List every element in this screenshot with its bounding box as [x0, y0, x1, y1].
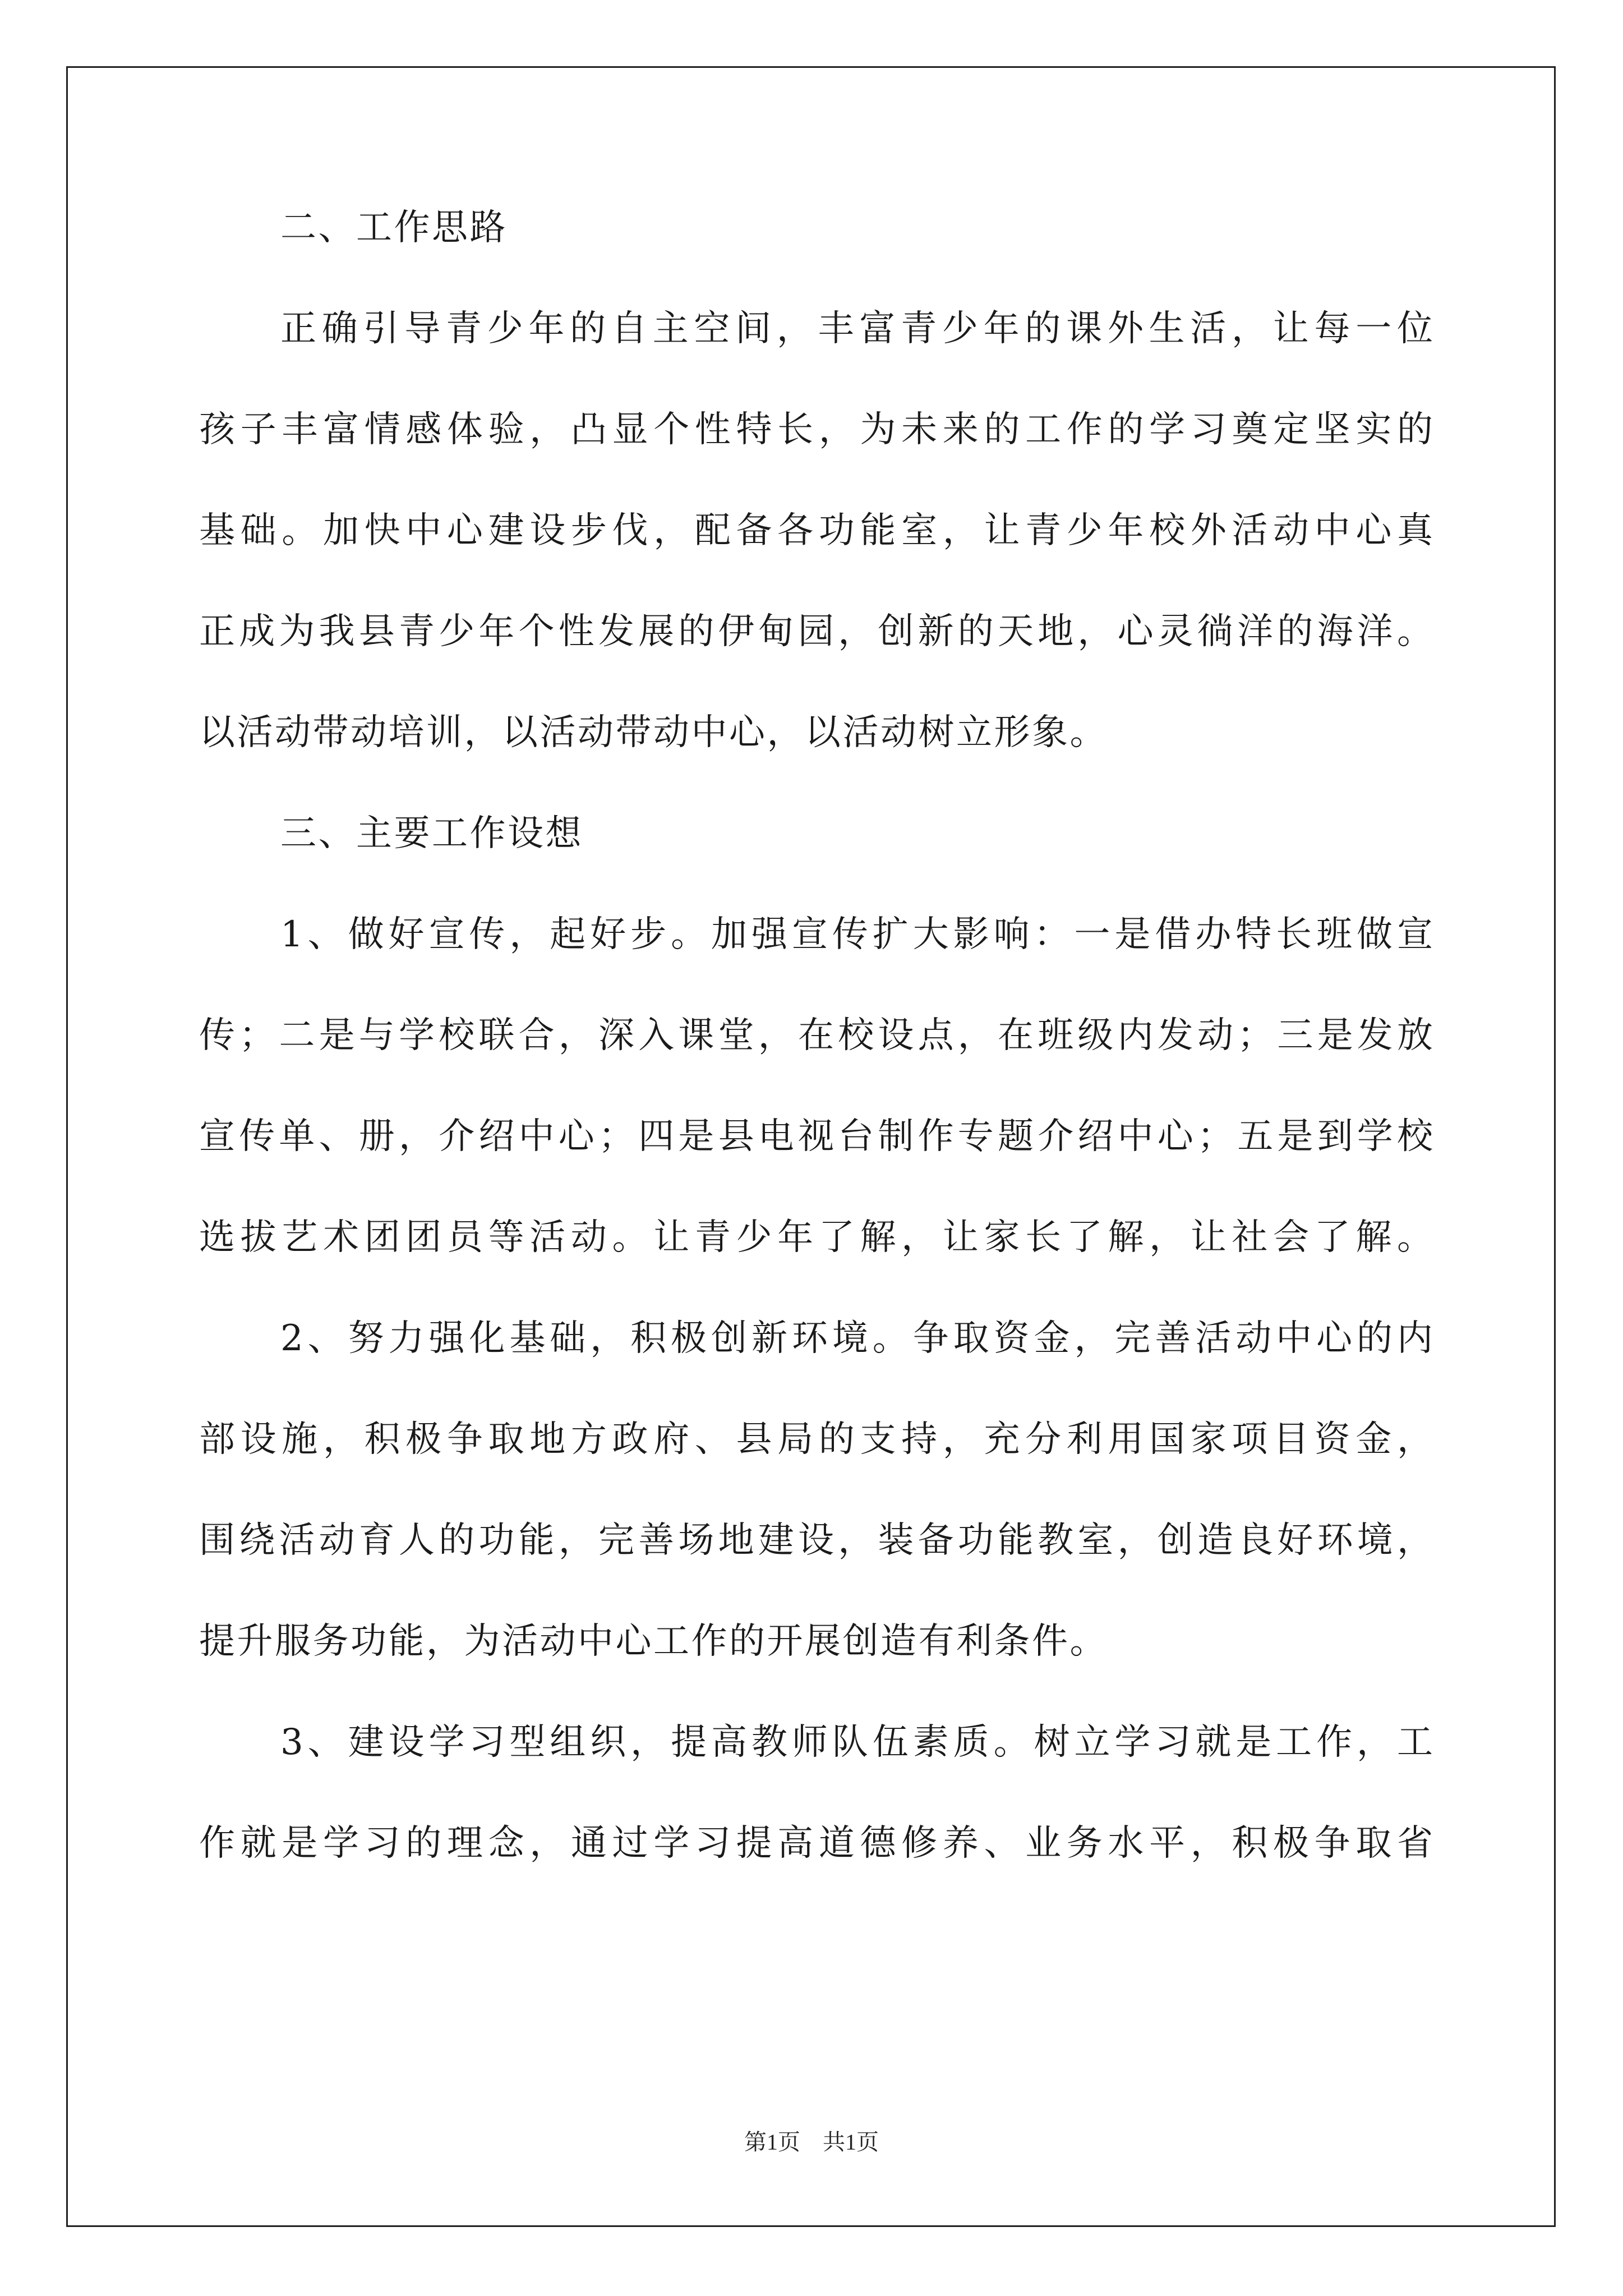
- paragraph-line: 选拔艺术团团员等活动。让青少年了解，让家长了解，让社会了解。: [199, 1217, 1433, 1258]
- paragraph-line: 孩子丰富情感体验，凸显个性特长，为未来的工作的学习奠定坚实的: [199, 409, 1433, 450]
- paragraph-line: 1、做好宣传，起好步。加强宣传扩大影响：一是借办特长班做宣: [280, 914, 1433, 955]
- paragraph-line: 2、努力强化基础，积极创新环境。争取资金，完善活动中心的内: [280, 1318, 1433, 1359]
- paragraph-line: 正成为我县青少年个性发展的伊甸园，创新的天地，心灵徜洋的海洋。: [199, 611, 1433, 652]
- paragraph-line: 作就是学习的理念，通过学习提高道德修养、业务水平，积极争取省: [199, 1823, 1433, 1864]
- paragraph-line: 基础。加快中心建设步伐，配备各功能室，让青少年校外活动中心真: [199, 510, 1433, 551]
- paragraph-line: 3、建设学习型组织，提高教师队伍素质。树立学习就是工作，工: [280, 1722, 1433, 1763]
- paragraph-line: 宣传单、册，介绍中心；四是县电视台制作专题介绍中心；五是到学校: [199, 1116, 1433, 1157]
- page-number-current: 第1页: [744, 2129, 800, 2155]
- paragraph-line: 传；二是与学校联合，深入课堂，在校设点，在班级内发动；三是发放: [199, 1015, 1433, 1056]
- paragraph-line: 正确引导青少年的自主空间，丰富青少年的课外生活，让每一位: [280, 308, 1433, 349]
- section-heading-work-ideas: 二、工作思路: [280, 207, 508, 249]
- paragraph-line: 围绕活动育人的功能，完善场地建设，装备功能教室，创造良好环境，: [199, 1520, 1433, 1561]
- page-footer: [0, 2129, 1623, 2156]
- page-number-total: 共1页: [823, 2129, 879, 2155]
- paragraph-line: 以活动带动培训，以活动带动中心，以活动树立形象。: [199, 712, 1108, 753]
- paragraph-line: 部设施，积极争取地方政府、县局的支持，充分利用国家项目资金，: [199, 1419, 1433, 1460]
- paragraph-line: 提升服务功能，为活动中心工作的开展创造有利条件。: [199, 1621, 1108, 1662]
- section-heading-main-plans: 三、主要工作设想: [280, 813, 583, 854]
